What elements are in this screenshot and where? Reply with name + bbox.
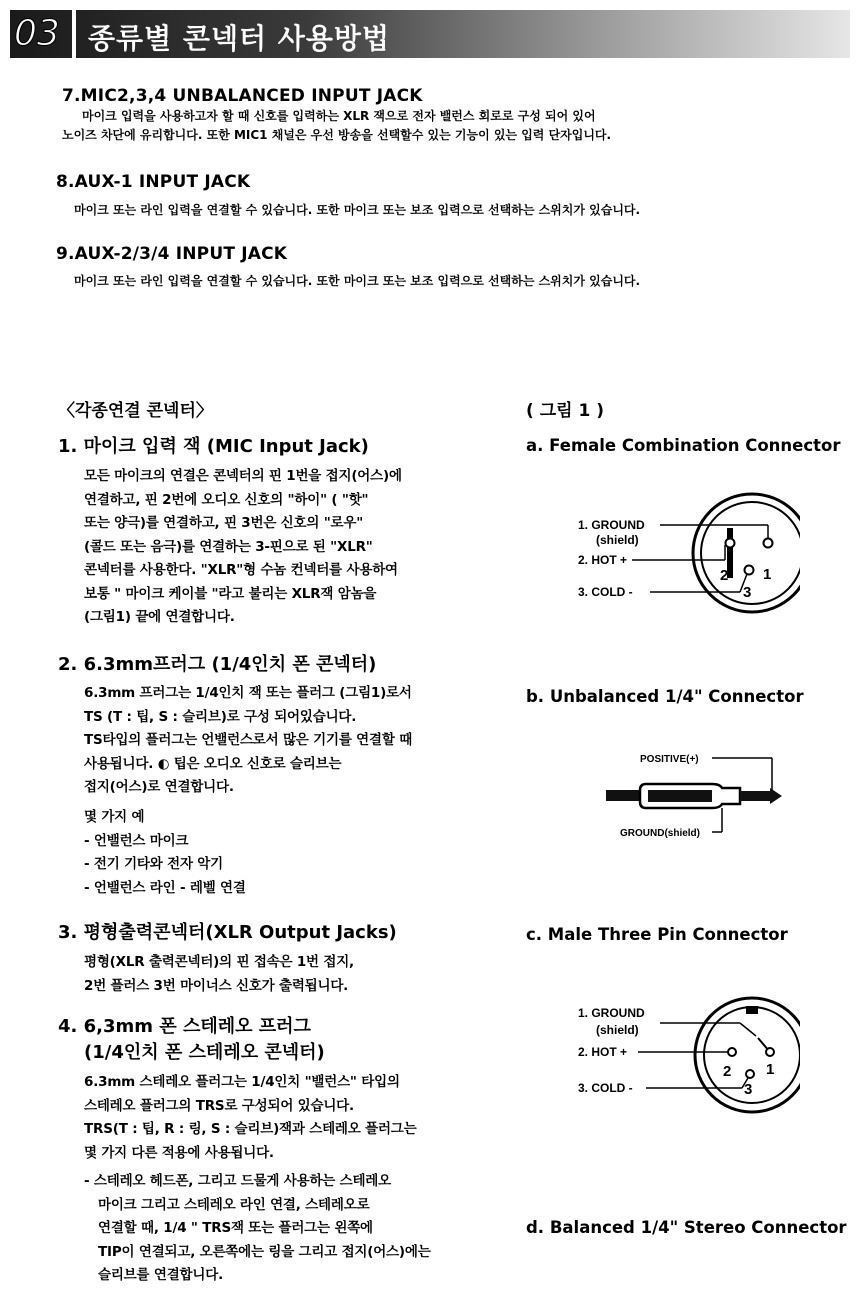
plug-tip xyxy=(770,788,782,804)
section-1-line: 연결하고, 핀 2번에 오디오 신호의 "하이" ( "핫" xyxy=(84,491,369,508)
pin-3-number: 3 xyxy=(744,1081,753,1098)
section-4-line: 스테레오 플러그의 TRS로 구성되어 있습니다. xyxy=(84,1097,354,1114)
section-3-line: 2번 플러스 3번 마이너스 신호가 출력됩니다. xyxy=(84,977,349,994)
figure-a-title: a. Female Combination Connector xyxy=(526,436,841,455)
connectors-title: 〈각종연결 콘넥터〉 xyxy=(58,401,213,421)
page-header xyxy=(10,10,850,58)
section-3-line: 평형(XLR 출력콘넥터)의 핀 접속은 1번 접지, xyxy=(84,954,354,970)
header-divider xyxy=(72,10,76,58)
pin-3 xyxy=(746,1070,754,1078)
pin-3-number: 3 xyxy=(743,584,752,601)
jack-7-title: 7.MIC2,3,4 UNBALANCED INPUT JACK xyxy=(62,86,423,106)
unbalanced-quarter-inch-plug-diagram xyxy=(600,746,800,846)
positive-label: POSITIVE(+) xyxy=(640,754,699,765)
section-2-line: TS (T : 팁, S : 슬리브)로 구성 되어있습니다. xyxy=(84,708,357,725)
pin-1-number: 1 xyxy=(766,1061,775,1078)
plug-inner xyxy=(648,790,712,802)
shield-label: (shield) xyxy=(596,533,639,547)
section-1-line: 또는 양극)를 연결하고, 핀 3번은 신호의 "로우" xyxy=(84,515,364,531)
section-2-line: TS타입의 플러그는 언밸런스로서 많은 기기를 연결할 때 xyxy=(84,732,413,748)
plug-shaft xyxy=(740,791,770,801)
jack-9-line-1: 마이크 또는 라인 입력을 연결할 수 있습니다. 또한 마이크 또는 보조 입력으로 선택하는 스위치가 있습니다. xyxy=(74,274,641,288)
jack-7-line-1: 마이크 입력을 사용하고자 할 때 신호를 입력하는 XLR 잭으로 전자 밸런스 회로로 구성 되어 있어 xyxy=(82,109,596,123)
hot-label: 2. HOT + xyxy=(578,1045,628,1059)
section-4-bullet-line: - 스테레오 헤드폰, 그리고 드물게 사용하는 스테레오 xyxy=(84,1173,391,1189)
section-4-line: 몇 가지 다른 적용에 사용됩니다. xyxy=(84,1144,274,1161)
example-item: - 언밸런스 라인 - 레벨 연결 xyxy=(84,879,246,896)
section-3-heading: 3. 평형출력콘넥터(XLR Output Jacks) xyxy=(58,922,397,943)
ground-leader xyxy=(740,1023,756,1036)
jack-7-line-2: 노이즈 차단에 유리합니다. 또한 MIC1 채널은 우선 방송을 선택할수 있는 기능이 있는 입력 단자입니다. xyxy=(62,128,612,142)
section-1-body xyxy=(84,465,402,630)
section-4-heading-line: 4. 6,3mm 폰 스테레오 프러그 xyxy=(58,1016,311,1037)
ground-shield-label: GROUND(shield) xyxy=(620,828,700,839)
section-2-examples xyxy=(84,806,246,900)
pin-2 xyxy=(728,1048,736,1056)
section-1-heading: 1. 마이크 입력 잭 (MIC Input Jack) xyxy=(58,436,369,457)
connector-key xyxy=(746,1006,758,1014)
ground-label: 1. GROUND xyxy=(578,518,645,532)
pin-1-hole xyxy=(764,539,773,548)
section-1-line: (콜드 또는 음극)를 연결하는 3-핀으로 된 "XLR" xyxy=(84,538,373,555)
section-4-heading-line: (1/4인치 폰 스테레오 콘넥터) xyxy=(84,1042,325,1063)
section-4-bullet-line: TIP이 연결되고, 오른쪽에는 링을 그리고 접지(어스)에는 xyxy=(98,1243,431,1260)
figure-d-title: d. Balanced 1/4" Stereo Connector xyxy=(526,1218,847,1237)
section-2-line: 접지(어스)로 연결합니다. xyxy=(84,779,234,795)
section-2-heading: 2. 6.3mm프러그 (1/4인치 폰 콘넥터) xyxy=(58,654,377,675)
pin-2-hole xyxy=(726,539,735,548)
section-4-body xyxy=(84,1071,416,1165)
pin-3-hole xyxy=(745,566,754,575)
section-2-body xyxy=(84,682,412,800)
hot-label: 2. HOT + xyxy=(578,553,628,567)
pin-2-number: 2 xyxy=(723,1063,732,1080)
section-4-bullet-line: 슬리브를 연결합니다. xyxy=(98,1267,223,1283)
section-4-bullet-line: 마이크 그리고 스테레오 라인 연결, 스테레오로 xyxy=(98,1196,370,1213)
section-3-body xyxy=(84,951,354,998)
male-three-pin-connector-diagram xyxy=(560,994,800,1114)
jack-8-line-1: 마이크 또는 라인 입력을 연결할 수 있습니다. 또한 마이크 또는 보조 입력으로 선택하는 스위치가 있습니다. xyxy=(74,203,641,217)
section-1-line: 모든 마이크의 연결은 콘넥터의 핀 1번을 접지(어스)에 xyxy=(84,468,402,484)
shield-label: (shield) xyxy=(596,1023,639,1037)
example-item: - 언밸런스 마이크 xyxy=(84,832,189,849)
section-1-line: 콘넥터를 사용한다. "XLR"형 수놈 컨넥터를 사용하여 xyxy=(84,562,398,578)
figure-b-title: b. Unbalanced 1/4" Connector xyxy=(526,687,804,706)
pin-1 xyxy=(766,1048,774,1056)
section-4-heading xyxy=(58,1014,325,1066)
section-4-line: 6.3mm 스테레오 플러그는 1/4인치 "밸런스" 타입의 xyxy=(84,1074,400,1090)
cold-label: 3. COLD - xyxy=(578,585,633,599)
ground-label: 1. GROUND xyxy=(578,1006,645,1020)
page-title: 종류별 콘넥터 사용방법 xyxy=(88,22,390,55)
cold-label: 3. COLD - xyxy=(578,1081,633,1095)
female-combination-connector-diagram xyxy=(560,490,800,620)
figure-c-title: c. Male Three Pin Connector xyxy=(526,925,788,944)
jack-9-title: 9.AUX-2/3/4 INPUT JACK xyxy=(56,244,288,264)
examples-title: 몇 가지 예 xyxy=(84,809,145,825)
jack-8-title: 8.AUX-1 INPUT JACK xyxy=(56,172,251,192)
pin-2-number: 2 xyxy=(720,567,729,584)
section-number: 03 xyxy=(14,13,60,54)
figure-title: ( 그림 1 ) xyxy=(526,401,604,421)
section-4-bullet-line: 연결할 때, 1/4 " TRS잭 또는 플러그는 왼쪽에 xyxy=(98,1220,373,1236)
section-1-line: 보통 " 마이크 케이블 "라고 불리는 XLR잭 암놈을 xyxy=(84,585,377,602)
section-1-line: (그림1) 끝에 연결합니다. xyxy=(84,609,235,625)
section-4-line: TRS(T : 팁, R : 링, S : 슬리브)잭과 스테레오 플러그는 xyxy=(84,1121,417,1137)
section-2-line: 사용됩니다. ◐ 팁은 오디오 신호로 슬리브는 xyxy=(84,755,342,772)
section-2-line: 6.3mm 프러그는 1/4인치 잭 또는 플러그 (그림1)로서 xyxy=(84,685,412,701)
section-4-bullet xyxy=(84,1170,431,1288)
pin-1-number: 1 xyxy=(763,566,772,583)
example-item: - 전기 기타와 전자 악기 xyxy=(84,856,223,872)
